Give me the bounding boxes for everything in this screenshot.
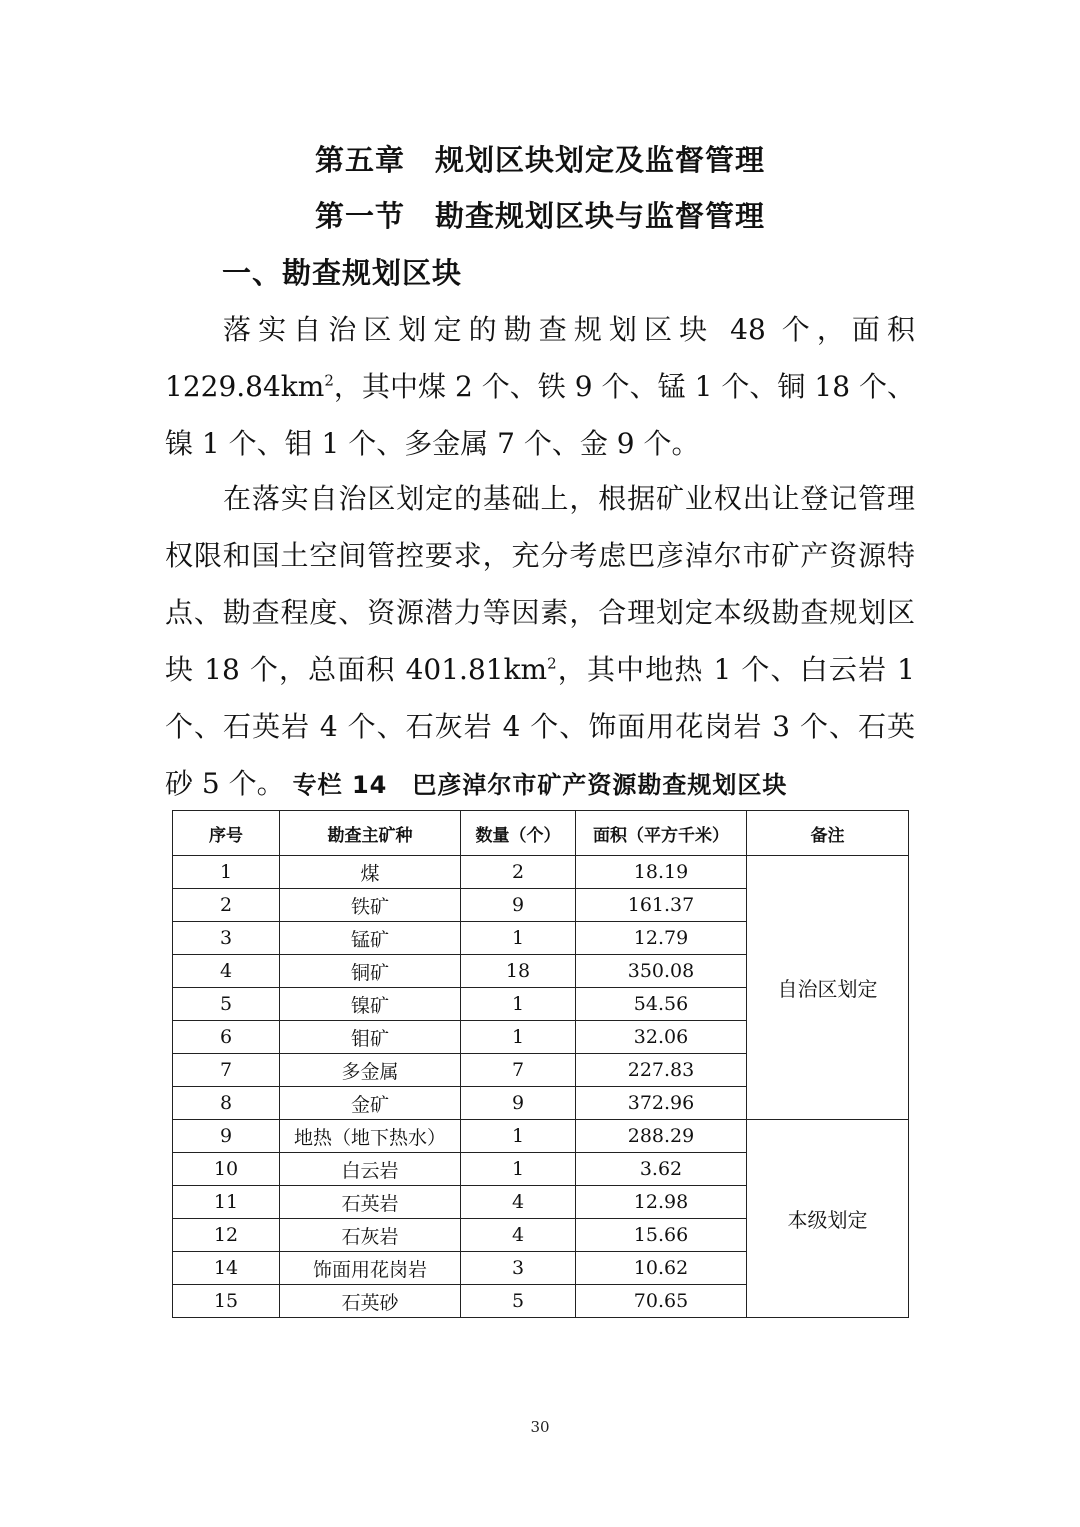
cell-mineral: 铜矿 [280, 955, 461, 988]
header-cell: 勘查主矿种 [280, 811, 461, 856]
header-cell: 序号 [173, 811, 280, 856]
paragraph-1-superscript: 2 [324, 371, 334, 390]
cell-mineral: 金矿 [280, 1087, 461, 1120]
table-header-row [173, 811, 909, 856]
cell-count: 3 [461, 1252, 576, 1285]
table-row [173, 856, 909, 889]
cell-count: 1 [461, 1153, 576, 1186]
cell-mineral: 地热（地下热水） [280, 1120, 461, 1153]
cell-count: 18 [461, 955, 576, 988]
cell-area: 10.62 [576, 1252, 747, 1285]
cell-index: 4 [173, 955, 280, 988]
header-cell: 备注 [747, 811, 909, 856]
cell-area: 12.98 [576, 1186, 747, 1219]
cell-count: 4 [461, 1186, 576, 1219]
cell-index: 2 [173, 889, 280, 922]
cell-index: 9 [173, 1120, 280, 1153]
cell-mineral: 石英岩 [280, 1186, 461, 1219]
cell-area: 350.08 [576, 955, 747, 988]
cell-index: 8 [173, 1087, 280, 1120]
cell-area: 70.65 [576, 1285, 747, 1318]
cell-area: 54.56 [576, 988, 747, 1021]
table-caption: 专栏 14 巴彦淖尔市矿产资源勘查规划区块 [292, 771, 788, 799]
header-cell: 面积（平方千米） [576, 811, 747, 856]
cell-index: 10 [173, 1153, 280, 1186]
paragraph-2-text-a: 在落实自治区划定的基础上，根据矿业权出让登记管理权限和国土空间管控要求，充分考虑巴彦淖尔市矿产资源特点、勘查程度、资源潜力等因素，合理划定本级勘查规划区块 18 个，总面积 401.81km [165, 482, 915, 686]
cell-index: 15 [173, 1285, 280, 1318]
cell-index: 1 [173, 856, 280, 889]
cell-area: 288.29 [576, 1120, 747, 1153]
cell-index: 5 [173, 988, 280, 1021]
cell-mineral: 铁矿 [280, 889, 461, 922]
cell-area: 32.06 [576, 1021, 747, 1054]
paragraph-2-superscript: 2 [547, 654, 557, 673]
paragraph-1-text-b: ，其中煤 2 个、铁 9 个、锰 1 个、铜 18 个、镍 1 个、钼 1 个、多金属 7 个、金 9 个。 [165, 370, 915, 460]
cell-mineral: 钼矿 [280, 1021, 461, 1054]
cell-mineral: 白云岩 [280, 1153, 461, 1186]
paragraph-1 [165, 301, 915, 472]
cell-count: 1 [461, 1021, 576, 1054]
cell-mineral: 石英砂 [280, 1285, 461, 1318]
cell-count: 9 [461, 1087, 576, 1120]
paragraph-1-text-a: 落实自治区划定的勘查规划区块 48 个，面积 1229.84km [165, 313, 915, 403]
cell-area: 372.96 [576, 1087, 747, 1120]
cell-count: 1 [461, 1120, 576, 1153]
cell-note-local-level: 本级划定 [747, 1120, 909, 1318]
cell-note-autonomous-region: 自治区划定 [747, 856, 909, 1120]
cell-index: 12 [173, 1219, 280, 1252]
subsection-title: 一、勘查规划区块 [222, 256, 463, 290]
cell-count: 1 [461, 988, 576, 1021]
chapter-title: 第五章 规划区块划定及监督管理 [314, 143, 765, 177]
cell-area: 161.37 [576, 889, 747, 922]
cell-index: 3 [173, 922, 280, 955]
cell-count: 1 [461, 922, 576, 955]
cell-index: 6 [173, 1021, 280, 1054]
cell-mineral: 饰面用花岗岩 [280, 1252, 461, 1285]
cell-count: 9 [461, 889, 576, 922]
cell-mineral: 多金属 [280, 1054, 461, 1087]
cell-count: 2 [461, 856, 576, 889]
page-number: 30 [530, 1418, 550, 1436]
cell-count: 5 [461, 1285, 576, 1318]
cell-count: 4 [461, 1219, 576, 1252]
cell-mineral: 锰矿 [280, 922, 461, 955]
paragraph-2 [165, 470, 915, 812]
cell-mineral: 镍矿 [280, 988, 461, 1021]
cell-index: 7 [173, 1054, 280, 1087]
cell-index: 14 [173, 1252, 280, 1285]
table-row [173, 1120, 909, 1153]
exploration-blocks-table [172, 810, 909, 1318]
cell-area: 12.79 [576, 922, 747, 955]
cell-count: 7 [461, 1054, 576, 1087]
cell-mineral: 石灰岩 [280, 1219, 461, 1252]
cell-area: 3.62 [576, 1153, 747, 1186]
cell-area: 227.83 [576, 1054, 747, 1087]
paragraph-2-text-b: ，其中地热 1 个、白云岩 1 个、石英岩 4 个、石灰岩 4 个、饰面用花岗岩 3 个、石英砂 5 个。 [165, 653, 915, 800]
cell-index: 11 [173, 1186, 280, 1219]
header-cell: 数量（个） [461, 811, 576, 856]
section-title: 第一节 勘查规划区块与监督管理 [314, 199, 765, 233]
cell-area: 18.19 [576, 856, 747, 889]
cell-area: 15.66 [576, 1219, 747, 1252]
cell-mineral: 煤 [280, 856, 461, 889]
